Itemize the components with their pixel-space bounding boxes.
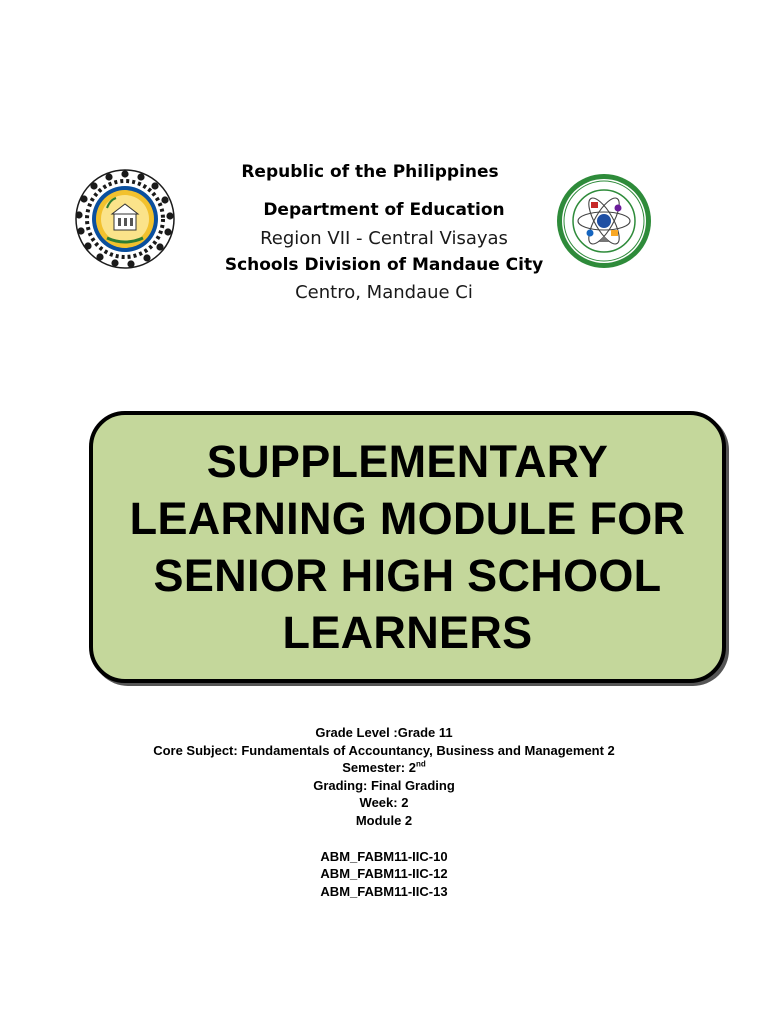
semester (0, 759, 768, 777)
competency-code-3: ABM_FABM11-IIC-13 (320, 883, 448, 899)
module-title-line-2: LEARNING MODULE FOR (129, 493, 686, 544)
module-title-line-4: LEARNERS (282, 607, 533, 658)
republic-heading: Republic of the Philippines (241, 162, 499, 182)
module-details (0, 724, 768, 900)
right-office-seal-logo (555, 172, 653, 270)
left-division-seal-logo (74, 168, 176, 270)
module-title-box (89, 411, 726, 683)
module-title-line-1: SUPPLEMENTARY (206, 436, 609, 487)
competency-code-2: ABM_FABM11-IIC-12 (320, 866, 448, 882)
grade-level: Grade Level :Grade 11 (315, 725, 453, 740)
semester-label: Semester: 2 (342, 760, 416, 776)
department-heading: Department of Education (263, 200, 505, 220)
grading: Grading: Final Grading (313, 777, 455, 793)
core-subject: Core Subject: Fundamentals of Accountancy, Business and Management 2 (153, 742, 615, 758)
module-number: Module 2 (355, 812, 413, 828)
document-header (0, 0, 768, 320)
left-seal-graphic (74, 168, 176, 270)
right-seal-graphic (555, 172, 653, 270)
region-heading: Region VII - Central Visayas (260, 228, 508, 249)
address-heading: Centro, Mandaue Ci (295, 282, 473, 303)
week: Week: 2 (359, 795, 409, 811)
division-heading: Schools Division of Mandaue City (224, 255, 544, 275)
details-spacer (0, 830, 768, 848)
semester-ordinal-suffix: nd (415, 759, 426, 769)
competency-code-1: ABM_FABM11-IIC-10 (320, 848, 448, 864)
module-title-line-3: SENIOR HIGH SCHOOL (153, 550, 662, 601)
